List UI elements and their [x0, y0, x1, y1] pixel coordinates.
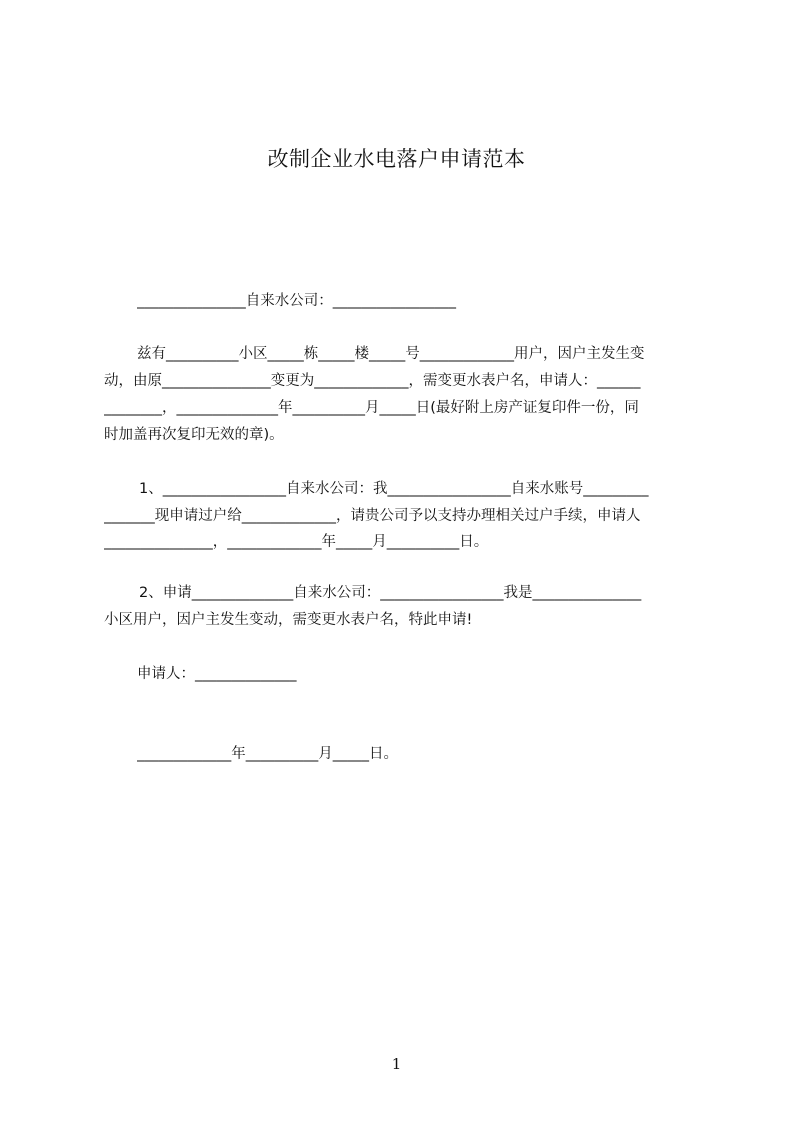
paragraph-3-line-1: 2、申请______________自来水公司：_________________我是_______________ [139, 585, 642, 601]
paragraph-1-line-4: 时加盖再次复印无效的章)。 [104, 427, 284, 443]
paragraph-1-line-1: 兹有__________小区_____栋_____楼_____号_____________用户，因户主发生变 [137, 346, 645, 362]
paragraph-3-line-2: 小区用户，因户主发生变动，需变更水表户名，特此申请! [104, 612, 473, 628]
paragraph-1-line-3: ________，______________年__________月_____日(最好附上房产证复印件一份，同 [104, 400, 639, 416]
paragraph-2-line-2: _______现申请过户给_____________，请贵公司予以支持办理相关过户手续，申请人 [104, 508, 641, 524]
page-number: 1 [391, 1055, 402, 1073]
document-title: 改制企业水电落户申请范本 [267, 147, 526, 171]
addressee-line: _______________自来水公司：_________________ [137, 293, 456, 309]
date-line: _____________年__________月_____日。 [137, 746, 398, 762]
paragraph-1-line-2: 动，由原_______________变更为_____________，需变更水表户名，申请人：______ [104, 373, 641, 389]
paragraph-2-line-1: 1、_________________自来水公司：我_________________自来水账号_________ [139, 481, 649, 497]
applicant-line: 申请人：______________ [137, 666, 297, 682]
paragraph-2-line-3: _______________，_____________年_____月__________日。 [104, 534, 489, 550]
